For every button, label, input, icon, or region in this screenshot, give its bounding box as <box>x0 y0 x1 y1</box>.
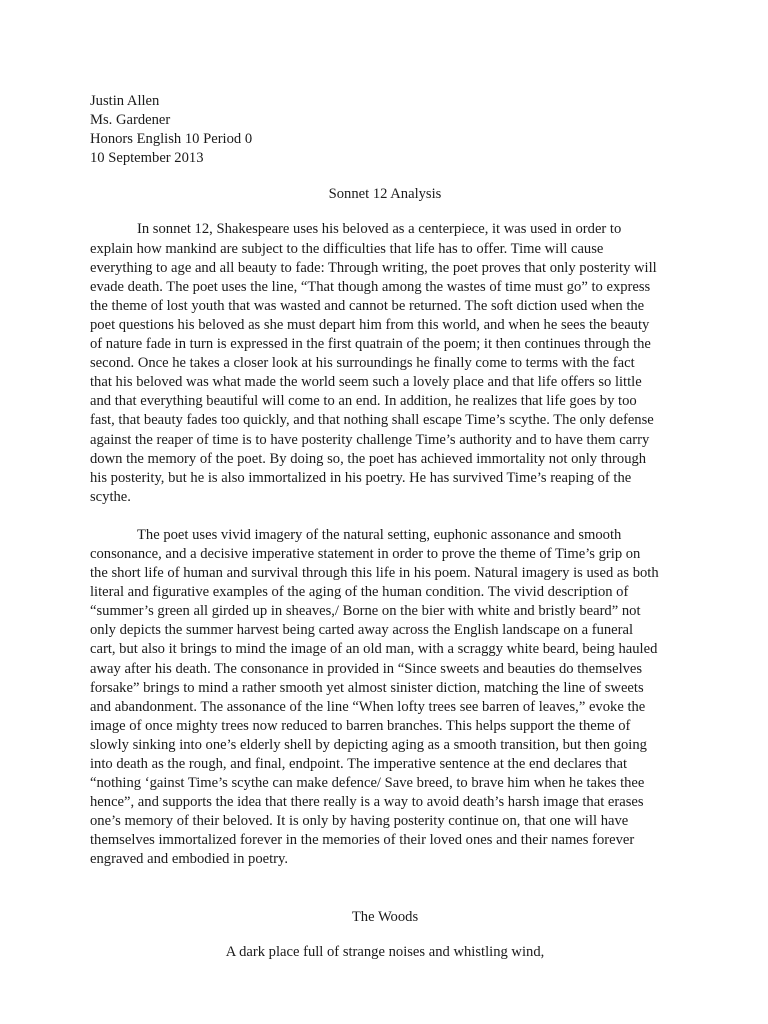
paragraph-line: engraved and embodied in poetry. <box>90 851 289 868</box>
paragraph-line: into death as the rough, and final, endpoint. The imperative sentence at the end declares that <box>90 756 628 772</box>
paragraph-line: image of once mighty trees now reduced to barren branches. This helps support the theme of <box>90 717 631 734</box>
essay-title: Sonnet 12 Analysis <box>328 186 442 203</box>
paragraph-line: the theme of lost youth that was wasted and cannot be returned. The soft diction used when the <box>90 297 645 314</box>
author-name: Justin Allen <box>90 93 160 109</box>
paragraph-line: everything to age and all beauty to fade: Through writing, the poet proves that only posterity will <box>90 259 657 276</box>
paragraph-line: only depicts the summer harvest being carted away across the English landscape on a funeral <box>90 622 634 639</box>
paragraph-line: “nothing ‘gainst Time’s scythe can make defence/ Save breed, to brave him when he takes thee <box>90 775 645 792</box>
paragraph-line: hence”, and supports the idea that there really is a way to avoid death’s harsh image that erases <box>90 794 644 811</box>
teacher-name: Ms. Gardener <box>90 112 171 129</box>
paragraph-spacer <box>90 507 680 526</box>
paragraph-line: fast, that beauty fades too quickly, and that nothing shall escape Time’s scythe. The only defense <box>90 412 654 429</box>
paragraph-line: cart, but also it brings to mind the image of an old man, with a scraggy white beard, being hauled <box>90 641 658 658</box>
paragraph-line: themselves immortalized forever in the memories of their loved ones and their names forever <box>90 832 635 849</box>
paragraph-line: The poet uses vivid imagery of the natural setting, euphonic assonance and smooth <box>137 526 622 543</box>
paragraph-line: explain how mankind are subject to the difficulties that life has to offer. Time will cause <box>90 240 604 257</box>
course-name: Honors English 10 Period 0 <box>90 131 253 148</box>
paragraph-line: consonance, and a decisive imperative statement in order to prove the theme of Time’s grip on <box>90 545 641 562</box>
paragraph-line: one’s memory of their beloved. It is only by having posterity continue on, that one will have <box>90 813 629 830</box>
paragraph-line: against the reaper of time is to have posterity challenge Time’s authority and to have them carry <box>90 431 650 448</box>
poem-line: A dark place full of strange noises and whistling wind, <box>225 943 545 960</box>
paragraph-line: slowly sinking into one’s elderly shell by depicting aging as a smooth transition, but then going <box>90 736 647 753</box>
paragraph-line: that his beloved was what made the world seem such a lovely place and that life offers so little <box>90 374 642 391</box>
paragraph-line: and abandonment. The assonance of the line “When lofty trees see barren of leaves,” evoke the <box>90 698 646 715</box>
paragraph-line: In sonnet 12, Shakespeare uses his beloved as a centerpiece, it was used in order to <box>137 221 622 238</box>
paragraph-line: the short life of human and survival through this life in his poem. Natural imagery is used as both <box>90 565 659 582</box>
paragraph-line: and that everything beautiful will come to an end. In addition, he realizes that life goes by too <box>90 393 637 410</box>
paragraph-line: down the memory of the poet. By doing so, the poet has achieved immortality not only through <box>90 450 647 467</box>
paragraph-line: forsake” brings to mind a rather smooth yet almost sinister diction, matching the line of sweets <box>90 679 644 696</box>
poem-body <box>90 943 680 962</box>
paragraph-1 <box>90 220 680 506</box>
paragraph-line: second. Once he takes a closer look at his surroundings he finally come to terms with the fact <box>90 355 635 372</box>
poem-title: The Woods <box>351 908 419 925</box>
submission-date: 10 September 2013 <box>90 150 204 167</box>
paragraph-line: away after his death. The consonance in provided in “Since sweets and beauties do themselves <box>90 660 643 677</box>
paragraph-line: of nature fade in turn is expressed in the first quatrain of the poem; it then continues through the <box>90 336 651 353</box>
paragraph-line: literal and figurative examples of the aging of the human condition. The vivid description of <box>90 584 629 601</box>
paragraph-line: his posterity, but he is also immortalized in his poetry. He has survived Time’s reaping of the <box>90 469 632 486</box>
paragraph-line: “summer’s green all girded up in sheaves,/ Borne on the bier with white and bristly beard” not <box>90 603 641 620</box>
paragraph-line: evade death. The poet uses the line, “That though among the wastes of time must go” to express <box>90 278 651 295</box>
paragraph-line: poet questions his beloved as she must depart him from this world, and when he sees the beauty <box>90 316 650 333</box>
document-content <box>90 92 680 962</box>
mla-header <box>90 92 680 168</box>
paragraph-2 <box>90 526 680 870</box>
paragraph-line: scythe. <box>90 488 131 505</box>
